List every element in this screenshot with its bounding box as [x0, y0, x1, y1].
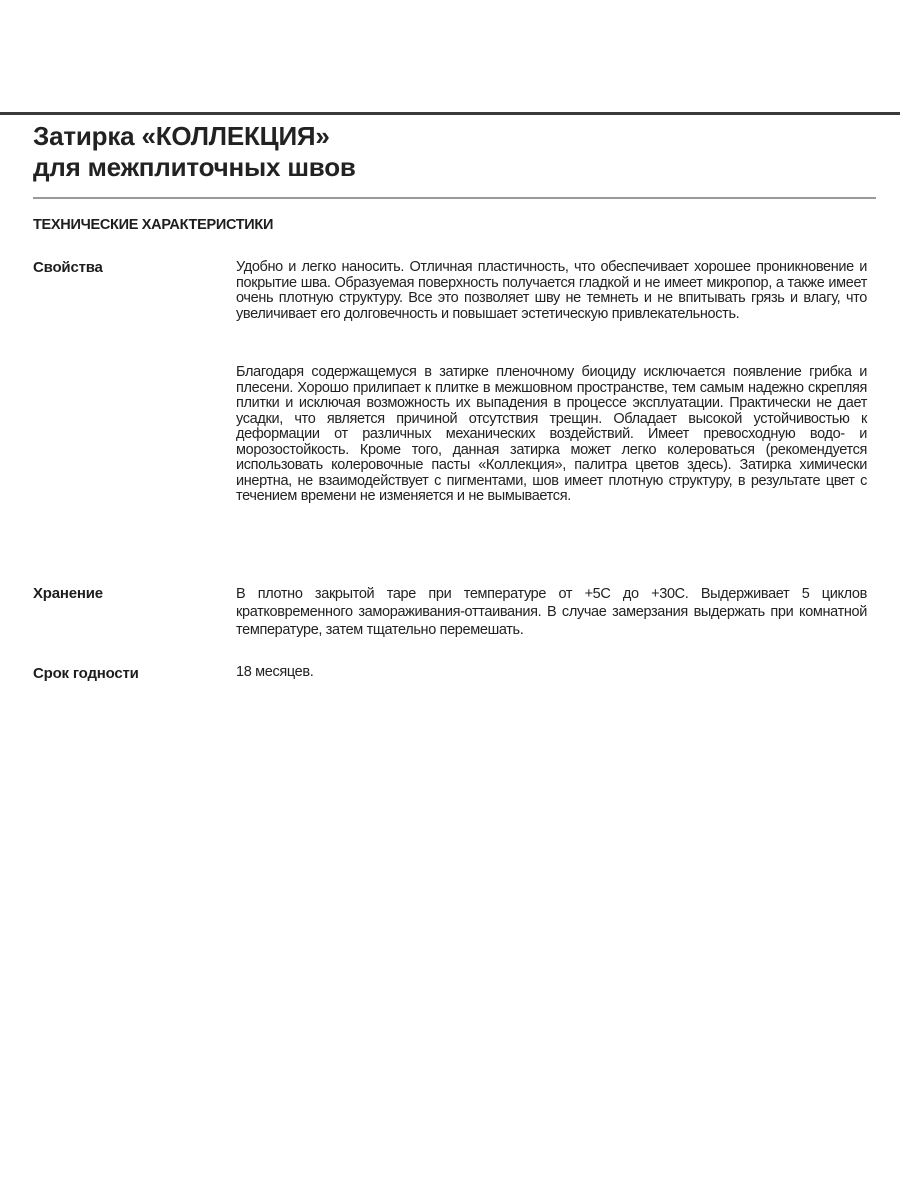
section-title: ТЕХНИЧЕСКИЕ ХАРАКТЕРИСТИКИ	[33, 217, 274, 233]
properties-paragraph-2: Благодаря содержащемуся в затирке пленочному биоциду исключается появление грибка и плесени. Хорошо прилипает к плитке в межшовном пространстве, тем самым надежно скрепляя плитки и исключая возможность их выпадения в процессе эксплуатации. Практически не дает усадки, что является причиной отсутствия трещин. Обладает высокой устойчивостью к деформации от различных механических воздействий. Имеет превосходную водо- и морозостойкость. Кроме того, данная затирка может легко колероваться (рекомендуется использовать колеровочные пасты «Коллекция», палитра цветов здесь). Затирка химически инертна, не взаимодействует с пигментами, шов имеет плотную структуру, в результате цвет с течением времени не изменяется и не вымывается.	[236, 364, 867, 504]
title-line-2: для межплиточных швов	[33, 152, 356, 182]
properties-label: Свойства	[33, 259, 103, 276]
storage-label: Хранение	[33, 585, 103, 602]
page-title	[33, 121, 356, 183]
shelf-life-text: 18 месяцев.	[236, 664, 314, 680]
shelf-life-label: Срок годности	[33, 665, 139, 682]
storage-text: В плотно закрытой таре при температуре от +5С до +30С. Выдерживает 5 циклов кратковременного замораживания-оттаивания. В случае замерзания выдержать при комнатной температуре, затем тщательно перемешать.	[236, 586, 867, 638]
title-line-1: Затирка «КОЛЛЕКЦИЯ»	[33, 121, 330, 151]
top-divider	[0, 112, 900, 115]
section-divider	[33, 197, 876, 199]
properties-paragraph-1: Удобно и легко наносить. Отличная пластичность, что обеспечивает хорошее проникновение и покрытие шва. Образуемая поверхность получается гладкой и не имеет микропор, а также имеет очень плотную структуру. Все это позволяет шву не темнеть и не впитывать грязь и влагу, что увеличивает его долговечность и повышает эстетическую привлекательность.	[236, 259, 867, 322]
